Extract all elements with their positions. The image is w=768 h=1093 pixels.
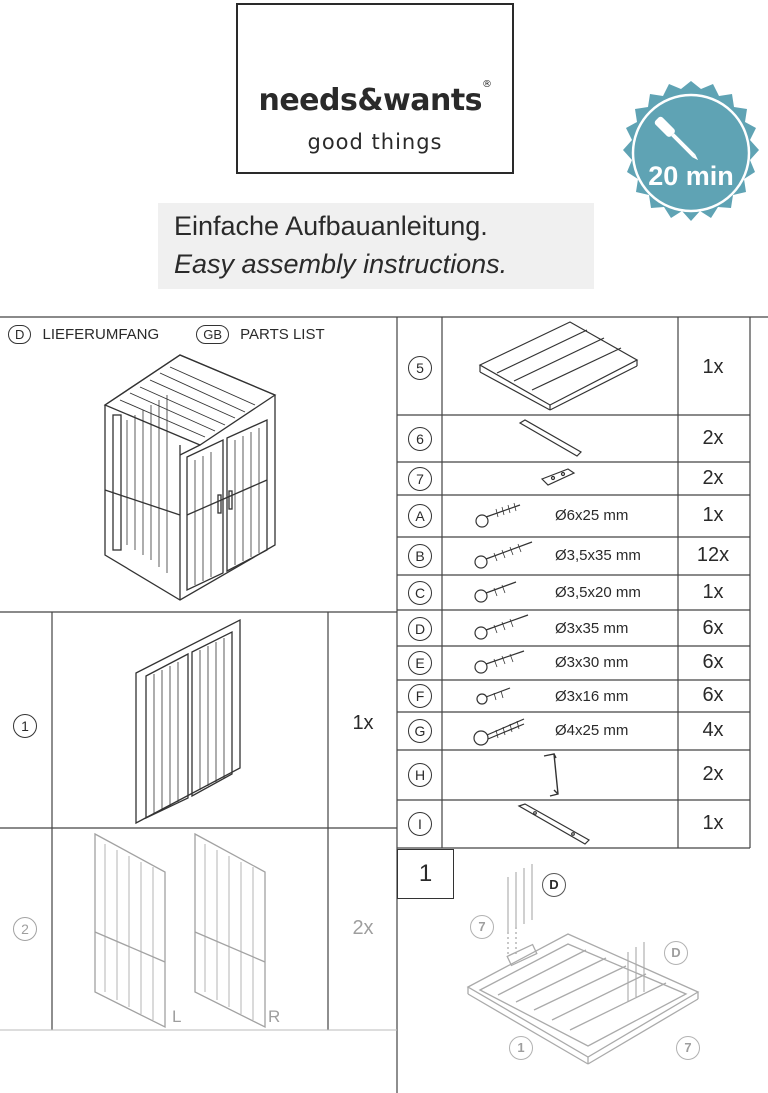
part-i-strip-illustration (515, 802, 595, 846)
step-callout-bottom-left: 1 (509, 1036, 533, 1060)
lieferumfang-label: LIEFERUMFANG (42, 326, 160, 343)
part-1-id: 1 (13, 714, 37, 738)
part-d-qty: 6x (702, 617, 724, 639)
part-h-qty: 2x (702, 763, 724, 785)
part-a-hook-screw-illustration (468, 497, 528, 533)
part-7-id: 7 (408, 467, 432, 491)
part-2-side-panels-illustration (90, 832, 280, 1032)
step-callout-bracket: 7 (470, 915, 494, 939)
part-d-dimensions: Ø3x35 mm (555, 620, 629, 637)
part-5-floor-panel-illustration (475, 320, 645, 412)
part-5-qty: 1x (702, 356, 724, 378)
part-6-id: 6 (408, 427, 432, 451)
parts-header (8, 324, 325, 344)
part-h-handle-illustration (538, 752, 566, 798)
step-callout-bottom-right: 7 (676, 1036, 700, 1060)
title-de: Einfache Aufbauanleitung. (174, 211, 488, 241)
part-d-screw-illustration (472, 611, 532, 643)
part-1-qty: 1x (352, 712, 374, 734)
part-i-qty: 1x (702, 812, 724, 834)
step-callout-screw-right: D (664, 941, 688, 965)
part-i-id: I (408, 812, 432, 836)
part-6-rail-illustration (515, 418, 585, 460)
part-c-screw-illustration (472, 578, 522, 606)
part-f-id: F (408, 684, 432, 708)
part-2-id: 2 (13, 917, 37, 941)
part-f-dimensions: Ø3x16 mm (555, 688, 629, 705)
badge-time-label: 20 min (648, 161, 734, 191)
part-5-id: 5 (408, 356, 432, 380)
title-en: Easy assembly instructions. (174, 249, 508, 279)
part-h-id: H (408, 763, 432, 787)
step-callout-screw-top: D (542, 873, 566, 897)
part-f-qty: 6x (702, 684, 724, 706)
lang-de-badge: D (8, 325, 31, 344)
part-2-qty: 2x (352, 917, 374, 939)
part-e-qty: 6x (702, 651, 724, 673)
part-7-bracket-illustration (538, 465, 578, 493)
part-g-dimensions: Ø4x25 mm (555, 722, 629, 739)
part-e-screw-illustration (472, 647, 528, 677)
brand-tagline: good things (307, 130, 443, 154)
step-number-box: 1 (397, 849, 454, 899)
part-c-qty: 1x (702, 581, 724, 603)
part-7-qty: 2x (702, 467, 724, 489)
part-1-door-illustration (128, 618, 248, 828)
part-a-qty: 1x (702, 504, 724, 526)
part-f-screw-illustration (474, 683, 514, 709)
part-b-screw-illustration (472, 538, 536, 572)
part-e-id: E (408, 651, 432, 675)
brand-name: needs&wants® (258, 79, 492, 118)
part-b-id: B (408, 544, 432, 568)
step-1-assembly-illustration (458, 862, 758, 1090)
part-2-left-label: L (172, 1007, 182, 1026)
part-c-id: C (408, 581, 432, 605)
lang-gb-badge: GB (196, 325, 229, 344)
assembled-cabinet-illustration (95, 345, 285, 605)
part-2-right-label: R (268, 1007, 281, 1026)
part-d-id: D (408, 617, 432, 641)
part-b-dimensions: Ø3,5x35 mm (555, 547, 641, 564)
part-b-qty: 12x (696, 544, 730, 566)
part-g-screw-illustration (472, 714, 528, 748)
part-a-dimensions: Ø6x25 mm (555, 507, 629, 524)
part-e-dimensions: Ø3x30 mm (555, 654, 629, 671)
part-6-qty: 2x (702, 427, 724, 449)
part-g-id: G (408, 719, 432, 743)
part-a-id: A (408, 504, 432, 528)
part-g-qty: 4x (702, 719, 724, 741)
parts-list-label: PARTS LIST (240, 326, 325, 343)
part-c-dimensions: Ø3,5x20 mm (555, 584, 641, 601)
